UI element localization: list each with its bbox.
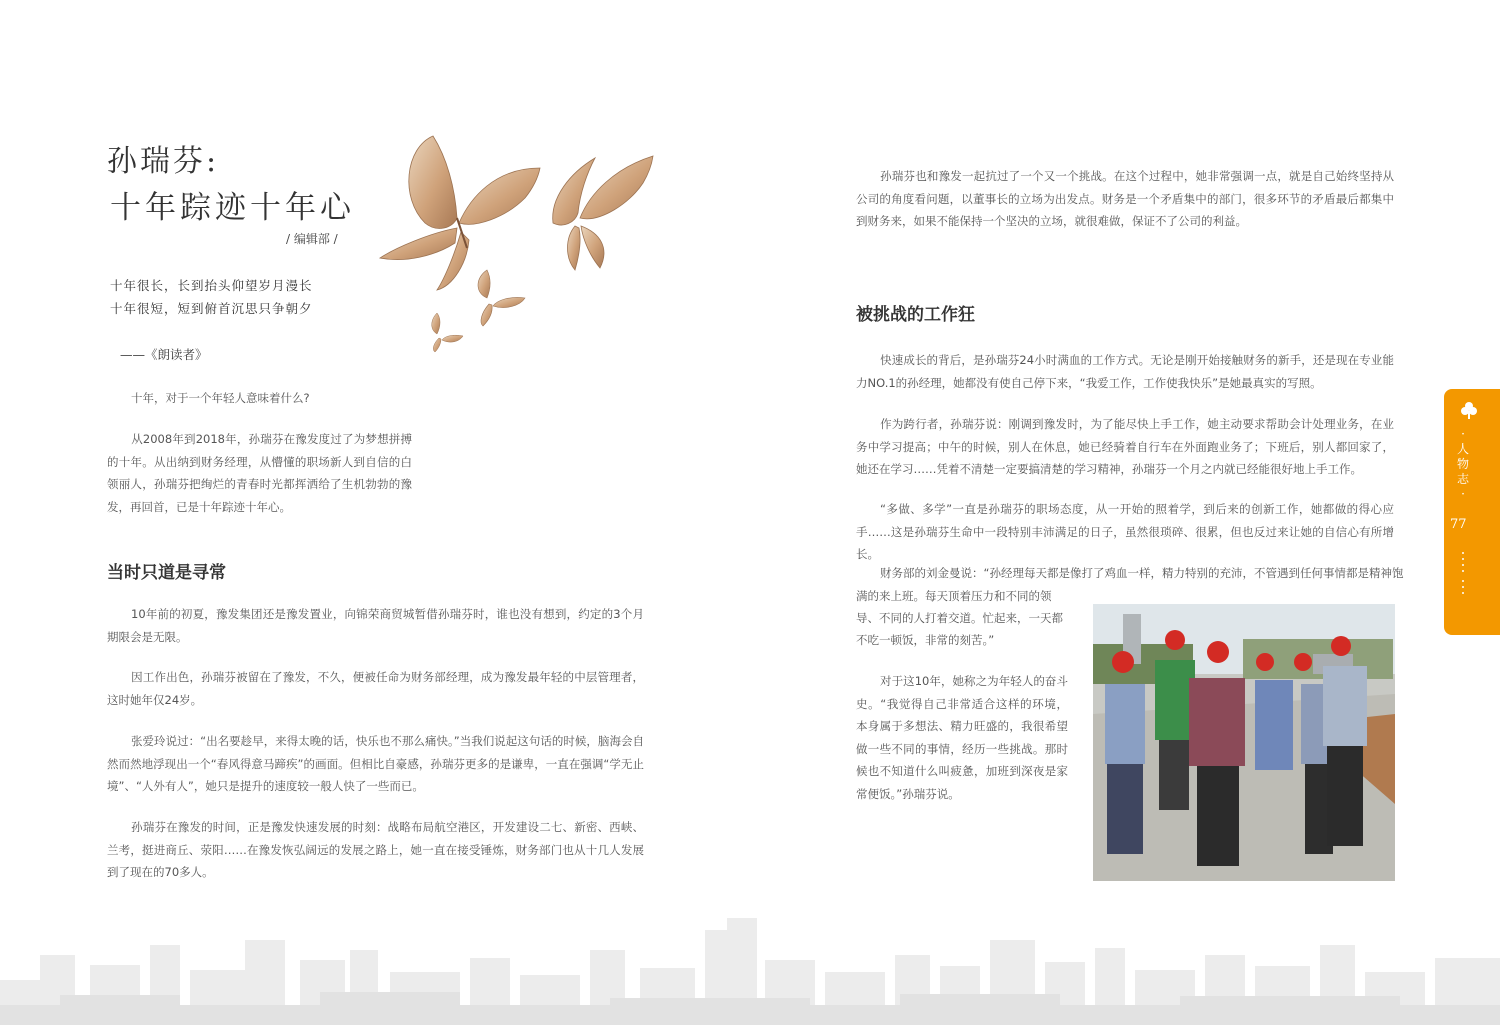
page-number: 77 <box>1450 517 1467 532</box>
city-skyline <box>0 900 1500 1025</box>
dot-divider <box>1458 549 1468 599</box>
section2-paragraph-2: 作为跨行者，孙瑞芬说：刚调到豫发时，为了能尽快上手工作，她主动要求帮助会计处理业务，在业务中学习提高；中午的时候，别人在休息，她已经骑着自行车在外面跑业务了；下班后，别人都回家了，她还在学习……凭着不清楚一定要搞清楚的学习精神，孙瑞芬一个月之内就已经能很好地上手工作。 <box>856 417 1394 476</box>
article-title-subtitle: 十年踪迹十年心 <box>110 190 355 226</box>
butterfly-illustration <box>375 128 660 356</box>
section1-paragraph-2: 因工作出色，孙瑞芬被留在了豫发，不久，便被任命为财务部经理，成为豫发最年轻的中层管理者，这时她年仅24岁。 <box>107 670 644 707</box>
section1-paragraph-4: 孙瑞芬在豫发的时间，正是豫发快速发展的时刻：战略布局航空港区，开发建设二七、新密、西峡、兰考，挺进商丘、荥阳……在豫发恢弘阔远的发展之路上，她一直在接受锤炼，财务部门也从十几人发展到了现在的70多人。 <box>107 820 644 879</box>
section-tab <box>1444 389 1500 635</box>
right-butterfly <box>553 156 653 270</box>
section2-paragraph-3: “多做、多学”一直是孙瑞芬的职场态度，从一开始的照着学，到后来的创新工作，她都做的得心应手……这是孙瑞芬生命中一段特别丰沛满足的日子，虽然很琐碎、很累，但也反过来让她的自信心有所增长。 <box>856 502 1394 561</box>
section2-paragraph-1: 快速成长的背后，是孙瑞芬24小时满血的工作方式。无论是刚开始接触财务的新手，还是现在专业能力NO.1的孙经理，她都没有使自己停下来，“我爱工作，工作使我快乐”是她最真实的写照。 <box>856 353 1394 390</box>
liu-quote-line-3: 导、不同的人打着交道。忙起来，一天都 <box>856 611 1063 625</box>
site-visit-photo <box>1093 604 1395 881</box>
tiny-butterfly <box>432 313 463 352</box>
intro-paragraph: 从2008年到2018年，孙瑞芬在豫发度过了为梦想拼搏的十年。从出纳到财务经理，从懵懂的职场新人到自信的白领丽人，孙瑞芬把绚烂的青春时光都挥洒给了生机勃勃的豫发，再回首，已是十年踪迹十年心。 <box>107 432 412 514</box>
liu-quote-line-4: 不吃一顿饭，非常的刻苦。” <box>856 633 995 647</box>
section-heading-2: 被挑战的工作狂 <box>856 305 975 325</box>
large-butterfly <box>380 136 540 290</box>
poem-line-2: 十年很短，短到俯首沉思只争朝夕 <box>110 301 313 316</box>
byline: / 编辑部 / <box>286 232 338 246</box>
liu-quote-line-1: 财务部的刘金曼说：“孙经理每天都是像打了鸡血一样，精力特别的充沛，不管遇到任何事情都是精神饱 <box>880 566 1404 580</box>
closing-paragraph: 对于这10年，她称之为年轻人的奋斗史。“我觉得自己非常适合这样的环境，本身属于多想法、精力旺盛的，我很希望做一些不同的事情，经历一些挑战。那时候也不知道什么叫疲惫，加班到深夜是家常便饭。”孙瑞芬说。 <box>856 674 1068 801</box>
clover-icon <box>1460 401 1478 419</box>
liu-quote-line-2: 满的来上班。每天顶着压力和不同的领 <box>856 589 1052 603</box>
intro-question: 十年，对于一个年轻人意味着什么? <box>131 391 310 405</box>
section1-paragraph-1: 10年前的初夏，豫发集团还是豫发置业，向锦荣商贸城暂借孙瑞芬时，谁也没有想到，约定的3个月期限会是无限。 <box>107 607 644 644</box>
section-name: · 人 物 志 · <box>1456 427 1469 501</box>
article-title-name: 孙瑞芬: <box>107 144 220 179</box>
poem-line-1: 十年很长，长到抬头仰望岁月漫长 <box>110 278 313 293</box>
section-heading-1: 当时只道是寻常 <box>107 563 226 583</box>
right-top-paragraph: 孙瑞芬也和豫发一起抗过了一个又一个挑战。在这个过程中，她非常强调一点，就是自己始终坚持从公司的角度看问题，以董事长的立场为出发点。财务是一个矛盾集中的部门，很多环节的矛盾最后都集中到财务来，如果不能保持一个坚决的立场，就很难做，保证不了公司的利益。 <box>856 169 1394 228</box>
poem-source: ——《朗读者》 <box>120 347 208 362</box>
small-butterfly <box>478 270 525 326</box>
section1-paragraph-3: 张爱玲说过：“出名要趁早，来得太晚的话，快乐也不那么痛快。”当我们说起这句话的时候，脑海会自然而然地浮现出一个“春风得意马蹄疾”的画面。但相比自豪感，孙瑞芬更多的是谦卑，一直在强调“学无止境”、“人外有人”，她只是提升的速度较一般人快了一些而已。 <box>107 734 644 793</box>
